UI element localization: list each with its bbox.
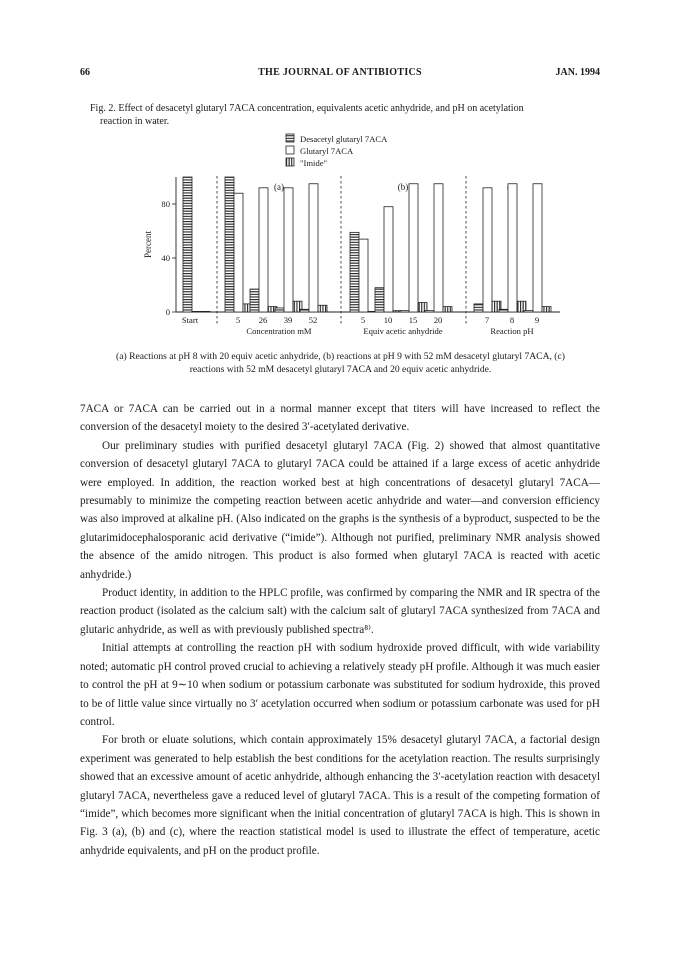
panel-1-category-4: 52 — [308, 315, 318, 325]
page-number: 66 — [80, 67, 90, 78]
paragraph-3: Product identity, in addition to the HPLC profile, was confirmed by comparing the NMR and IR spectra of the reaction product (isolated as the calcium salt) with the calcium salt of glutaryl 7ACA synthesized from 7ACA and glutaric anhydride, as well as with previously published spectra⁸⁾. — [80, 587, 600, 636]
issue-date: JAN. 1994 — [555, 67, 600, 78]
panel-1-group-3-bar-1 — [275, 308, 284, 312]
panel-3-group-3-bar-2 — [533, 184, 542, 312]
panel-2-group-2-bar-2 — [384, 207, 393, 312]
panel-label-1: (a) — [274, 182, 284, 192]
legend-swatch-1 — [286, 134, 294, 142]
panel-1-group-1-bar-1 — [225, 177, 234, 312]
panel-3-group-2-bar-2 — [508, 184, 517, 312]
caption-line-2: reaction in water. — [100, 116, 170, 127]
start-bar-3 — [201, 311, 210, 312]
legend-label-2: Glutaryl 7ACA — [300, 146, 354, 156]
start-label: Start — [181, 315, 199, 325]
panel-3-group-3-bar-3 — [542, 307, 551, 312]
panel-3-group-1-bar-2 — [483, 188, 492, 312]
start-bar-2 — [192, 311, 201, 312]
panel-1-category-1: 5 — [235, 315, 241, 325]
panel-1-category-2: 26 — [258, 315, 268, 325]
figure-chart — [0, 0, 676, 345]
panel-2-group-1-bar-1 — [350, 232, 359, 312]
panel-2-category-3: 15 — [408, 315, 418, 325]
panel-1-group-3-bar-2 — [284, 188, 293, 312]
y-tick-label-1: 0 — [165, 307, 170, 317]
panel-2-group-2-bar-1 — [375, 288, 384, 312]
paragraph-4: Initial attempts at controlling the reaction pH with sodium hydroxide proved difficult, with wide variability noted; automatic pH control proved crucial to achieving a relatively steady pH profile. Although it was much easier to control the pH at 9∼10 when sodium or potassium carbonate was substituted for sodium hydroxide, this proved to be of little value since virtually no 3′ acetylation occurred when sodium or potassium carbonate was used for pH control. — [80, 642, 600, 728]
panel-2-group-4-bar-1 — [425, 311, 434, 312]
panel-2-category-2: 10 — [383, 315, 393, 325]
y-tick-label-2: 40 — [161, 253, 170, 263]
start-bar-1 — [183, 177, 192, 312]
panel-3-group-1-bar-1 — [474, 304, 483, 312]
panel-3-category-3: 9 — [534, 315, 540, 325]
caption-line-1: Effect of desacetyl glutaryl 7ACA concentration, equivalents acetic anhydride, and pH on acetylation — [118, 103, 524, 114]
panel-3-xlabel: Reaction pH — [490, 326, 534, 336]
article-body — [80, 400, 600, 860]
panel-1-category-3: 39 — [283, 315, 293, 325]
figure-note: (a) Reactions at pH 8 with 20 equiv acetic anhydride, (b) reactions at pH 9 with 52 mM desacetyl glutaryl 7ACA, (c) reactions with 52 mM desacetyl glutaryl 7ACA and 20 equiv acetic anhydride. — [116, 351, 565, 375]
panel-1-group-1-bar-2 — [234, 193, 243, 312]
panel-2-group-3-bar-1 — [400, 311, 409, 312]
panel-1-group-4-bar-3 — [318, 305, 327, 312]
panel-2-group-3-bar-2 — [409, 184, 418, 312]
legend-label-1: Desacetyl glutaryl 7ACA — [300, 134, 388, 144]
panel-3-category-2: 8 — [509, 315, 515, 325]
paragraph-5: For broth or eluate solutions, which contain approximately 15% desacetyl glutaryl 7ACA, a factorial design experiment was generated to help establish the best conditions for the acetylation reaction. The results surprisingly showed that an excessive amount of acetic anhydride, although enhancing the 3′-acetylation reaction with desacetyl glutaryl 7ACA, nevertheless gave a reduced level of glutaryl 7ACA. This is a result of the competing formation of “imide”, which becomes more significant when the initial concentration of glutaryl 7ACA is high. This is shown in Fig. 3 (a), (b) and (c), where the reaction statistical model is used to illustrate the effect of temperature, acetic anhydride equivalents, and pH on the product profile. — [80, 734, 600, 857]
paragraph-1: 7ACA or 7ACA can be carried out in a normal manner except that titers will have increased to reflect the conversion of the desacetyl moiety to the desired 3′-acetylated derivative. — [80, 403, 600, 434]
panel-2-group-4-bar-2 — [434, 184, 443, 312]
panel-3-group-3-bar-1 — [524, 311, 533, 312]
panel-1-group-4-bar-1 — [300, 309, 309, 312]
panel-1-group-4-bar-2 — [309, 184, 318, 312]
panel-2-group-1-bar-2 — [359, 239, 368, 312]
y-axis-title: Percent — [143, 231, 153, 258]
panel-2-xlabel: Equiv acetic anhydride — [363, 326, 443, 336]
caption-label: Fig. 2. — [90, 103, 116, 114]
panel-2-category-4: 20 — [433, 315, 443, 325]
panel-1-group-2-bar-1 — [250, 289, 259, 312]
legend-swatch-3 — [286, 158, 294, 166]
panel-2-group-4-bar-3 — [443, 307, 452, 312]
panel-1-group-2-bar-2 — [259, 188, 268, 312]
legend-label-3: "Imide" — [300, 158, 328, 168]
journal-title: THE JOURNAL OF ANTIBIOTICS — [258, 67, 422, 78]
panel-3-group-2-bar-1 — [499, 309, 508, 312]
y-tick-label-3: 80 — [161, 199, 170, 209]
panel-label-2: (b) — [397, 182, 409, 192]
panel-3-category-1: 7 — [484, 315, 490, 325]
panel-1-xlabel: Concentration mM — [246, 326, 312, 336]
legend-swatch-2 — [286, 146, 294, 154]
paragraph-2: Our preliminary studies with purified desacetyl glutaryl 7ACA (Fig. 2) showed that almost quantitative conversion of desacetyl glutaryl 7ACA to glutaryl 7ACA could be attained if a large excess of acetic anhydride were employed. In addition, the reaction worked best at high concentrations of desacetyl glutaryl 7ACA—presumably to minimize the competing reaction between acetic anhydride and water—and conversion efficiency was also improved at alkaline pH. (Also indicated on the graphs is the synthesis of a byproduct, suspected to be the glutarimidocephalosporanic acid derivative (“imide”). Although not purified, preliminary NMR analysis showed the absence of the amido nitrogen. This product is also formed when glutaryl 7ACA is reacted with acetic anhydride.) — [80, 439, 600, 581]
panel-2-category-1: 5 — [360, 315, 366, 325]
